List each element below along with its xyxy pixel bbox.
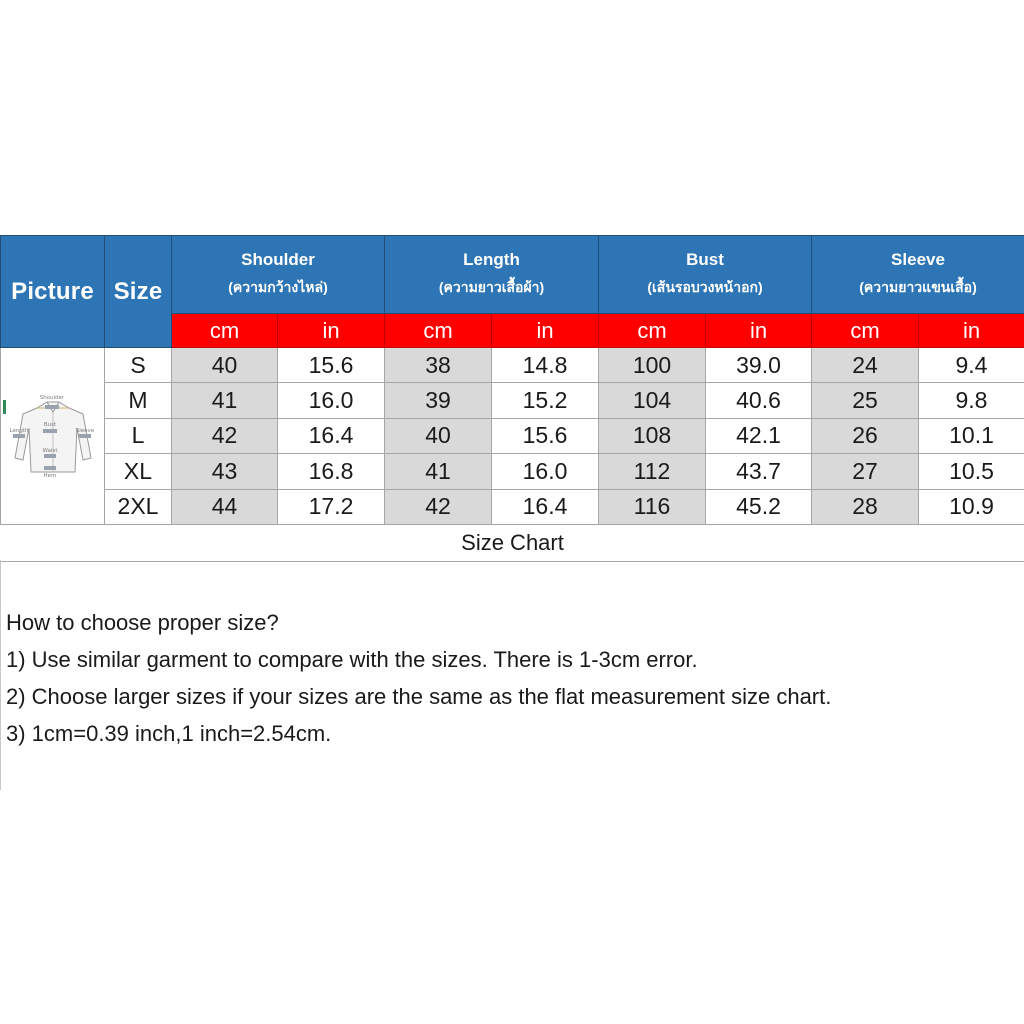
length-header-sublabel: (ความยาวเสื้อผ้า) [438, 279, 545, 295]
bust-in-cell: 39.0 [706, 348, 812, 383]
length-cm-cell: 41 [385, 454, 492, 489]
length-header [385, 236, 599, 314]
diagram-label-bust: Bust [43, 422, 56, 428]
length-cm-cell: 39 [385, 383, 492, 418]
bust-in-cell: 42.1 [706, 418, 812, 453]
sleeve-cm-cell: 24 [812, 348, 919, 383]
shoulder-header-sublabel: (ความกว้างไหล่) [228, 279, 328, 295]
size-cell: 2XL [105, 489, 172, 524]
sleeve-in-cell: 10.9 [919, 489, 1024, 524]
size-cell: L [105, 418, 172, 453]
shoulder-in-cell: 16.8 [278, 454, 385, 489]
length-header-label: Length [463, 250, 520, 269]
shoulder-in-cell: 17.2 [278, 489, 385, 524]
sleeve-header-sublabel: (ความยาวแขนเสื้อ) [859, 279, 977, 295]
table-row [1, 454, 1024, 489]
sleeve-in-cell: 9.4 [919, 348, 1024, 383]
length-cm-cell: 40 [385, 418, 492, 453]
caption-row [1, 525, 1024, 562]
sleeve-cm-cell: 28 [812, 489, 919, 524]
shoulder-cm-cell: 44 [172, 489, 278, 524]
size-cell: M [105, 383, 172, 418]
shoulder-in-cell: 16.4 [278, 418, 385, 453]
diagram-label-waist: Waist [41, 448, 58, 454]
bust-header [599, 236, 812, 314]
size-chart-caption: Size Chart [1, 525, 1024, 562]
length-in-cell: 14.8 [492, 348, 599, 383]
unit-cell: cm [599, 314, 706, 348]
size-cell: S [105, 348, 172, 383]
bust-cm-cell: 104 [599, 383, 706, 418]
length-cm-cell: 42 [385, 489, 492, 524]
notes-title: How to choose proper size? [6, 610, 279, 635]
size-cell: XL [105, 454, 172, 489]
bust-header-label: Bust [686, 250, 724, 269]
shoulder-cm-cell: 43 [172, 454, 278, 489]
length-cm-cell: 38 [385, 348, 492, 383]
bust-header-sublabel: (เส้นรอบวงหน้าอก) [647, 279, 763, 295]
shoulder-in-cell: 16.0 [278, 383, 385, 418]
size-notes [6, 604, 831, 752]
size-chart-table [0, 235, 1024, 562]
table-row [1, 418, 1024, 453]
sleeve-in-cell: 9.8 [919, 383, 1024, 418]
diagram-label-shoulder: Shoulder [39, 395, 64, 401]
notes-item: 3) 1cm=0.39 inch,1 inch=2.54cm. [6, 721, 332, 746]
sleeve-cm-cell: 26 [812, 418, 919, 453]
sleeve-in-cell: 10.1 [919, 418, 1024, 453]
table-row [1, 489, 1024, 524]
sleeve-cm-cell: 27 [812, 454, 919, 489]
shoulder-cm-cell: 41 [172, 383, 278, 418]
diagram-label-sleeve: Sleeve [75, 428, 94, 434]
shoulder-header [172, 236, 385, 314]
length-in-cell: 15.6 [492, 418, 599, 453]
header-row [1, 236, 1024, 314]
garment-diagram-cell [1, 348, 105, 525]
shoulder-in-cell: 15.6 [278, 348, 385, 383]
notes-item: 1) Use similar garment to compare with the sizes. There is 1-3cm error. [6, 647, 698, 672]
garment-diagram-image [3, 348, 103, 518]
unit-cell: in [278, 314, 385, 348]
length-in-cell: 15.2 [492, 383, 599, 418]
table-row [1, 383, 1024, 418]
shoulder-cm-cell: 42 [172, 418, 278, 453]
length-in-cell: 16.4 [492, 489, 599, 524]
sleeve-cm-cell: 25 [812, 383, 919, 418]
bust-in-cell: 43.7 [706, 454, 812, 489]
bust-cm-cell: 116 [599, 489, 706, 524]
bust-in-cell: 45.2 [706, 489, 812, 524]
diagram-label-length: Length [9, 428, 28, 434]
notes-item: 2) Choose larger sizes if your sizes are the same as the flat measurement size chart. [6, 684, 832, 709]
shoulder-header-label: Shoulder [241, 250, 315, 269]
left-divider [0, 560, 1, 790]
bust-cm-cell: 108 [599, 418, 706, 453]
picture-header: Picture [1, 236, 105, 348]
diagram-label-hem: Hem [43, 473, 56, 479]
unit-cell: cm [172, 314, 278, 348]
unit-cell: in [706, 314, 812, 348]
table-row [1, 348, 1024, 383]
sleeve-in-cell: 10.5 [919, 454, 1024, 489]
unit-cell: cm [812, 314, 919, 348]
unit-cell: in [492, 314, 599, 348]
sleeve-header [812, 236, 1024, 314]
shoulder-cm-cell: 40 [172, 348, 278, 383]
bust-in-cell: 40.6 [706, 383, 812, 418]
bust-cm-cell: 112 [599, 454, 706, 489]
bust-cm-cell: 100 [599, 348, 706, 383]
length-in-cell: 16.0 [492, 454, 599, 489]
size-header: Size [105, 236, 172, 348]
unit-cell: in [919, 314, 1024, 348]
sleeve-header-label: Sleeve [891, 250, 945, 269]
unit-cell: cm [385, 314, 492, 348]
